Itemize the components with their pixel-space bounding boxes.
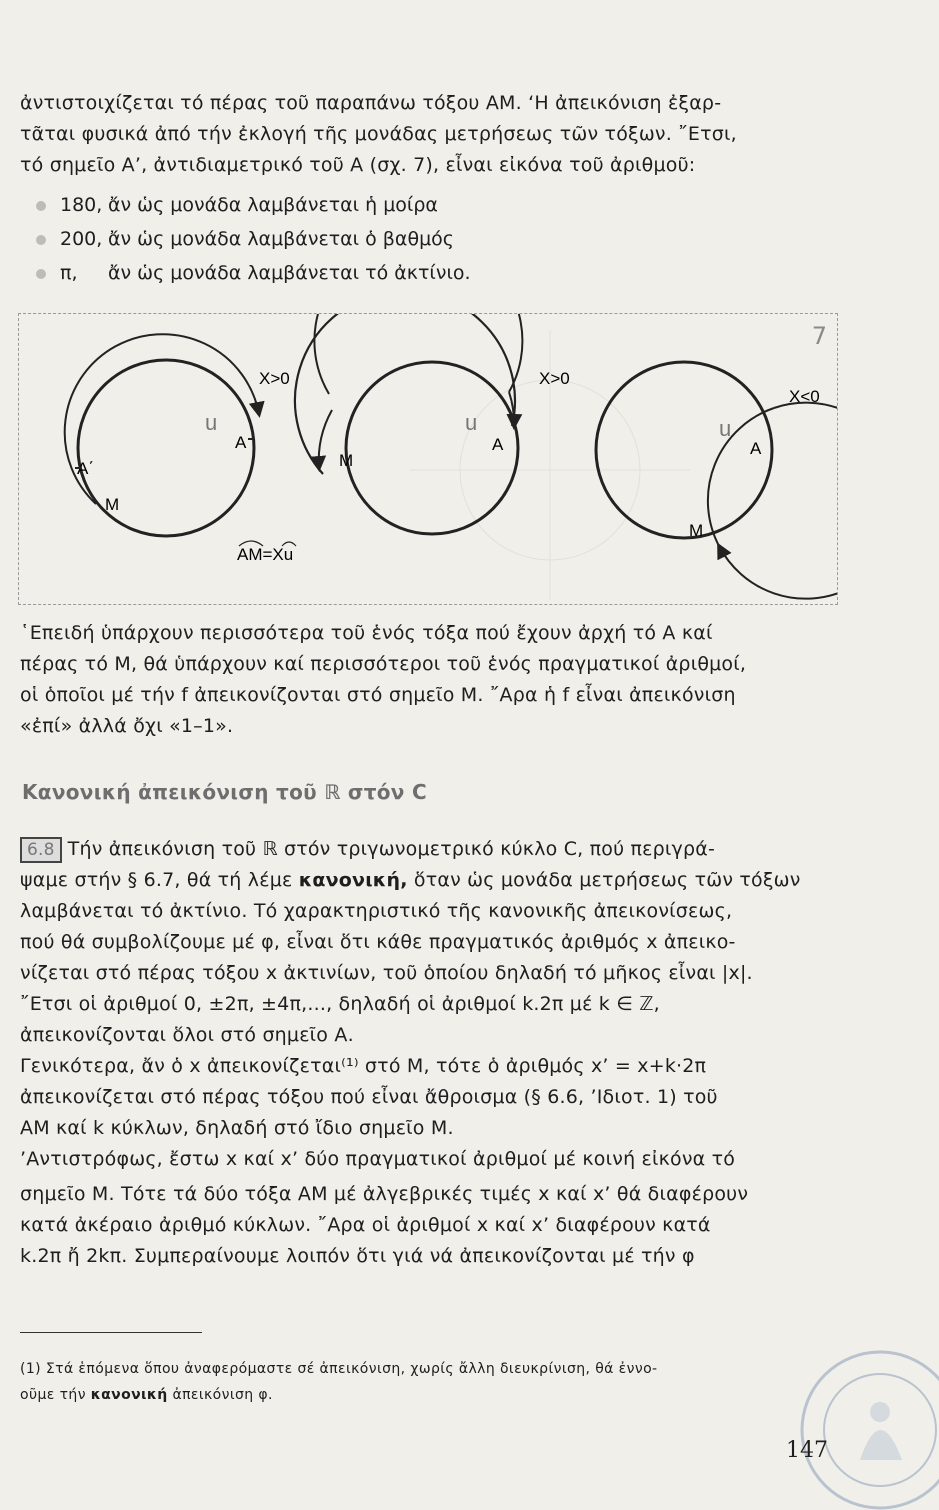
list-item-text: ἄν ὡς μονάδα λαμβάνεται τό ἀκτίνιο. (108, 262, 471, 284)
text-line (20, 834, 842, 865)
sign-label: X<0 (789, 387, 820, 406)
point-m-label: Μ (339, 451, 354, 470)
intro-paragraph (20, 88, 842, 181)
text-line (20, 865, 842, 896)
bullet-dot-icon (36, 201, 46, 211)
text-line: k.2π ἤ 2kπ. Συμπεραίνουμε λοιπόν ὅτι γιά νά ἀπεικονίζονται μέ τήν φ (20, 1245, 695, 1267)
text-span: Τήν ἀπεικόνιση τοῦ ℝ στόν τριγωνομετρικό κύκλο C, πού περιγρά- (67, 838, 716, 860)
text-line: τό σημεῖο Α’, ἀντιδιαμετρικό τοῦ Α (σχ. 7), εἶναι εἰκόνα τοῦ ἀριθμοῦ: (20, 154, 696, 176)
bullet-dot-icon (36, 235, 46, 245)
point-m-label: Μ (105, 495, 120, 514)
sign-label: X>0 (539, 369, 570, 388)
arc-unit-label: u (719, 416, 732, 441)
arc-unit-label: u (205, 410, 218, 435)
text-line: σημεῖο Μ. Τότε τά δύο τόξα ΑΜ μέ ἀλγεβρικές τιμές x καί x’ θά διαφέρουν (20, 1183, 749, 1205)
figure-7 (18, 313, 838, 605)
unit-list (36, 188, 471, 290)
list-item-text: ἄν ὡς μονάδα λαμβάνεται ἡ μοίρα (108, 194, 438, 216)
sign-label: X>0 (259, 369, 290, 388)
text-line: «ἐπί» ἀλλά ὄχι «1–1». (20, 715, 234, 737)
circles-diagram (19, 314, 837, 604)
text-line: λαμβάνεται τό ἀκτίνιο. Τό χαρακτηριστικό τῆς κανονικῆς ἀπεικονίσεως, (20, 900, 733, 922)
text-line: νίζεται στό πέρας τόξου x ἀκτινίων, τοῦ ὁποίου δηλαδή τό μῆκος εἶναι |x|. (20, 962, 753, 984)
arc-formula: ΑΜ=Xu (237, 545, 294, 564)
text-span: οῦμε τήν (20, 1387, 91, 1403)
list-item (36, 188, 471, 222)
text-line: πού θά συμβολίζουμε μέ φ, εἶναι ὅτι κάθε πραγματικός ἀριθμός x ἀπεικο- (20, 931, 736, 953)
text-line: ῾Επειδή ὑπάρχουν περισσότερα τοῦ ἑνός τόξα πού ἔχουν ἀρχή τό Α καί (20, 622, 713, 644)
arc-unit-label: u (465, 410, 478, 435)
text-line: ’Αντιστρόφως, ἔστω x καί x’ δύο πραγματικοί ἀριθμοί μέ κοινή εἰκόνα τό (20, 1148, 736, 1170)
section-heading: Κανονική ἀπεικόνιση τοῦ ℝ στόν C (22, 780, 427, 804)
circle-3 (596, 362, 837, 599)
point-m-label: Μ (689, 521, 704, 540)
bold-term: κανονική (90, 1387, 168, 1403)
list-item (36, 256, 471, 290)
bold-term: κανονική, (298, 869, 408, 891)
point-a-label: Α (235, 433, 247, 452)
point-a-label: Α (750, 439, 762, 458)
footnote (20, 1356, 840, 1408)
page-number: 147 (786, 1438, 828, 1463)
text-span: ἀπεικόνιση φ. (167, 1387, 273, 1403)
library-stamp-icon (790, 1340, 939, 1510)
list-item-value: π, (60, 262, 78, 284)
text-line: Γενικότερα, ἄν ὁ x ἀπεικονίζεται⁽¹⁾ στό Μ, τότε ὁ ἀριθμός x’ = x+k·2π (20, 1055, 707, 1077)
list-item (36, 222, 471, 256)
text-span: ψαμε στήν § 6.7, θά τή λέμε (20, 869, 299, 891)
footnote-rule (20, 1332, 202, 1333)
text-line: ἀπεικονίζονται ὅλοι στό σημεῖο Α. (20, 1024, 354, 1046)
point-a-label: Α (492, 435, 504, 454)
text-line: ἀντιστοιχίζεται τό πέρας τοῦ παραπάνω τόξου ΑΜ. ‘Η ἀπεικόνιση ἐξαρ- (20, 92, 722, 114)
text-line: οἱ ὁποῖοι μέ τήν f ἀπεικονίζονται στό σημεῖο Μ. ῎Αρα ἡ f εἶναι ἀπεικόνιση (20, 684, 736, 706)
footnote-line: (1) Στά ἑπόμενα ὅπου ἀναφερόμαστε σέ ἀπεικόνιση, χωρίς ἄλλη διευκρίνιση, θά ἐννο- (20, 1361, 658, 1377)
list-item-text: ἄν ὡς μονάδα λαμβάνεται ὁ βαθμός (108, 228, 454, 250)
section-6-8 (20, 834, 842, 1272)
text-line: ῎Ετσι οἱ ἀριθμοί 0, ±2π, ±4π,..., δηλαδή οἱ ἀριθμοί k.2π μέ k ∈ ℤ, (20, 993, 660, 1015)
point-aprime-label: Α΄ (77, 459, 94, 478)
list-item-value: 200, (60, 228, 103, 250)
section-number-box: 6.8 (20, 837, 62, 863)
text-line: τᾶται φυσικά ἀπό τήν ἐκλογή τῆς μονάδας μετρήσεως τῶν τόξων. ῎Ετσι, (20, 123, 737, 145)
list-item-value: 180, (60, 194, 103, 216)
circle-2 (295, 314, 570, 534)
text-line: ΑΜ καί k κύκλων, δηλαδή στό ἴδιο σημεῖο Μ. (20, 1117, 454, 1139)
bullet-dot-icon (36, 269, 46, 279)
text-line: πέρας τό Μ, θά ὑπάρχουν καί περισσότεροι τοῦ ἑνός πραγματικοί ἀριθμοί, (20, 653, 747, 675)
text-span: ὅταν ὡς μονάδα μετρήσεως τῶν τόξων (407, 869, 801, 891)
text-line: κατά ἀκέραιο ἀριθμό κύκλων. ῎Αρα οἱ ἀριθμοί x καί x’ διαφέρουν κατά (20, 1214, 711, 1236)
footnote-line (20, 1382, 840, 1408)
circle-1 (65, 334, 296, 564)
paragraph-onto (20, 618, 842, 742)
figure-number: 7 (811, 322, 827, 350)
text-line: ἀπεικονίζεται στό πέρας τόξου πού εἶναι ἄθροισμα (§ 6.6, ’Ιδιοτ. 1) τοῦ (20, 1086, 718, 1108)
